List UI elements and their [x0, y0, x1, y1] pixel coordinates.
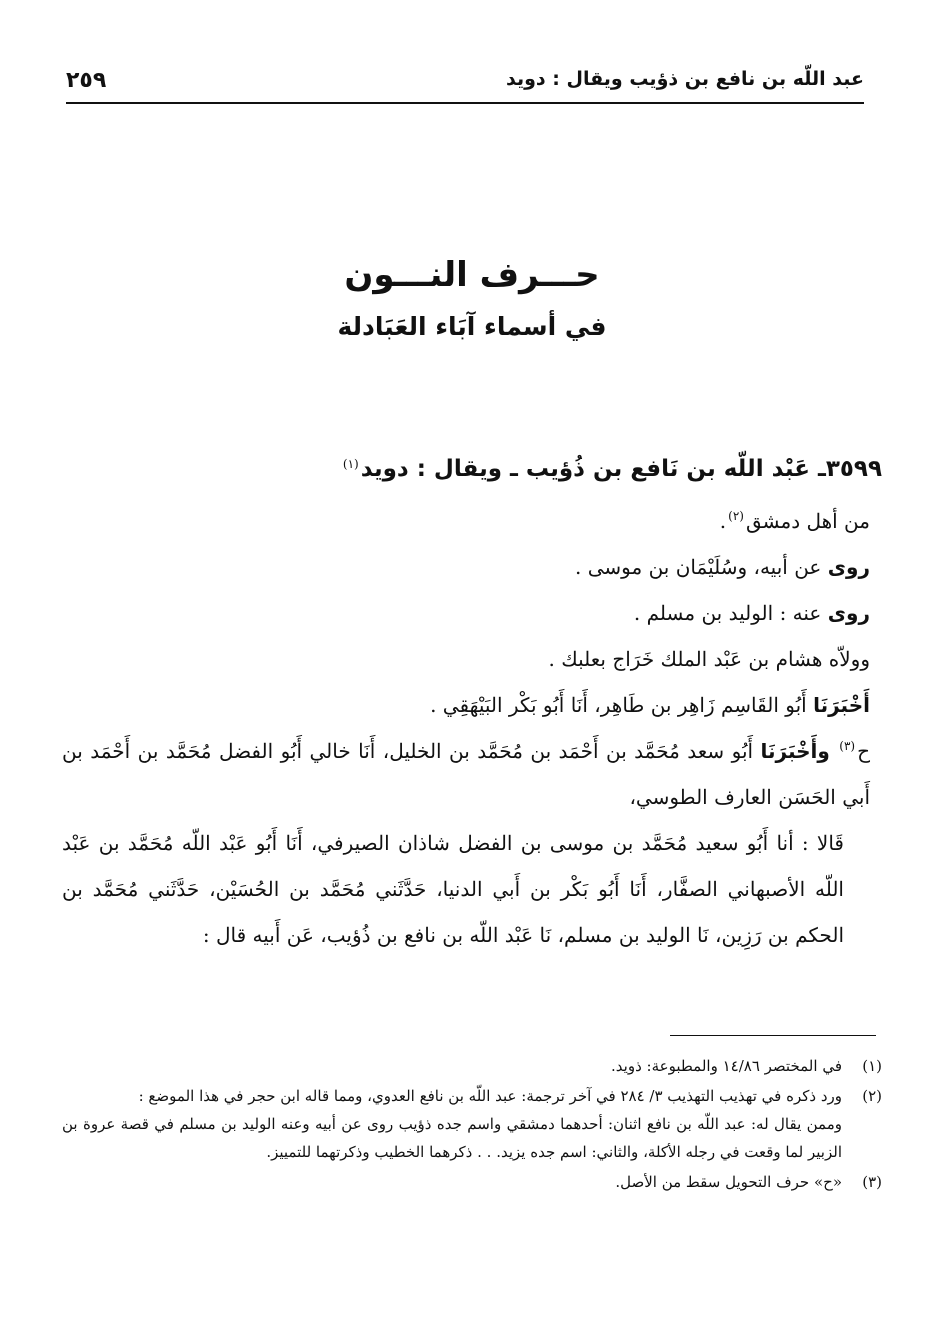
- akhbarana-line: [62, 682, 882, 728]
- footnote-number: (٣): [862, 1173, 882, 1191]
- rawa-anhu-text: عنه : الوليد بن مسلم .: [633, 601, 822, 625]
- footnote-3: [62, 1168, 882, 1196]
- entry-heading: [62, 446, 882, 492]
- footnote-line: ورد ذكره في تهذيب التهذيب ٣/ ٢٨٤ في آخر ترجمة: عبد اللّه بن نافع العدوي، ومما قاله ابن حجر في هذا الموضع :: [138, 1087, 842, 1105]
- running-head-title: عبد اللّه بن نافع بن ذؤيب ويقال : دويد: [505, 68, 864, 90]
- entry-body: [62, 446, 882, 958]
- footnote-text: [62, 1082, 842, 1166]
- chapter-subtitle: في أسماء آبَاء العَبَادلة: [337, 312, 607, 341]
- wa-akhbarana-keyword: وأَخْبَرَنَا: [760, 739, 830, 763]
- footnote-1: [62, 1052, 882, 1080]
- footnote-line: «ح» حرف التحويل سقط من الأصل.: [615, 1173, 842, 1191]
- rawa-an-text: عن أبيه، وسُلَيْمَان بن موسى .: [575, 555, 822, 579]
- ha-letter: ح: [857, 739, 871, 763]
- footnote-2: [62, 1082, 882, 1166]
- akhbarana-text: أَبُو القَاسِم زَاهِر بن طَاهِر، أَنَا أَبُو بَكْر البَيْهَقِي .: [430, 693, 807, 717]
- footnote-ref-3[interactable]: (٣): [839, 739, 856, 754]
- entry-number: ٣٥٩٩: [825, 456, 882, 482]
- footnote-line: في المختصر ١٤/٨٦ والمطبوعة: ذويد.: [611, 1057, 842, 1075]
- wallahu-line: وولاّه هشام بن عَبْد الملك خَرَاج بعلبك .: [548, 647, 870, 671]
- isnad-paragraph-1: [62, 728, 882, 820]
- footnote-number: (١): [862, 1057, 882, 1075]
- page-number: ٢٥٩: [66, 68, 107, 93]
- chapter-title: حـــرف النـــون: [344, 255, 600, 295]
- wa-akhbarana-text: أَبُو سعد مُحَمَّد بن أَحْمَد بن مُحَمَّد بن الخليل، أَنَا خالي أَبُو الفضل مُحَمَّد بن أَحْمَد بن أَبي الحَسَن العارف الطوسي،: [62, 739, 870, 809]
- footnotes: [62, 1052, 882, 1198]
- origin-text: من أهل دمشق: [745, 509, 870, 533]
- footnote-ref-2[interactable]: (٢): [728, 509, 744, 524]
- rawa-an-line: [62, 544, 882, 590]
- origin-line: من أهل دمشق$^{(٢)}$.: [719, 509, 870, 533]
- footnote-line: وممن يقال له: عبد اللّه بن نافع اثنان: أحدهما دمشقي واسم جده ذؤيب روى عن أبيه وعنه الوليد بن مسلم في قصة عروة بن الزبير لما وقعت في رجله الأكلة، والثاني: اسم جده يزيد. . . ذكرهما الخطيب وذكرتهما للتمييز.: [62, 1115, 842, 1161]
- footnote-text: [62, 1168, 842, 1196]
- running-head: [66, 66, 864, 104]
- akhbarana-keyword: أَخْبَرَنَا: [813, 693, 870, 717]
- footnote-ref-1[interactable]: (١): [342, 457, 359, 472]
- entry-name: ـ عَبْد اللّه بن نَافع بن ذُؤيب ـ ويقال : دويد: [360, 456, 826, 482]
- rawa-anhu-line: [62, 590, 882, 636]
- footnote-number: (٢): [862, 1087, 882, 1105]
- rawa-anhu-keyword: روى: [827, 601, 870, 625]
- footnote-separator: [670, 1035, 876, 1036]
- rawa-an-keyword: روى: [827, 555, 870, 579]
- footnote-text: [62, 1052, 842, 1080]
- isnad-paragraph-2: قَالا : أنا أَبُو سعيد مُحَمَّد بن موسى بن الفضل شاذان الصيرفي، أَنَا أَبُو عَبْد اللّه مُحَمَّد بن عَبْد اللّه الأصبهاني الصفَّار، أَنَا أَبُو بَكْر بن أَبي الدنيا، حَدَّثَني مُحَمَّد بن الحُسَيْن، حَدَّثَني مُحَمَّد بن الحكم بن رَزِين، نَا الوليد بن مسلم، نَا عَبْد اللّه بن نافع بن ذُؤيب، عَن أَبيه قال :: [62, 831, 844, 947]
